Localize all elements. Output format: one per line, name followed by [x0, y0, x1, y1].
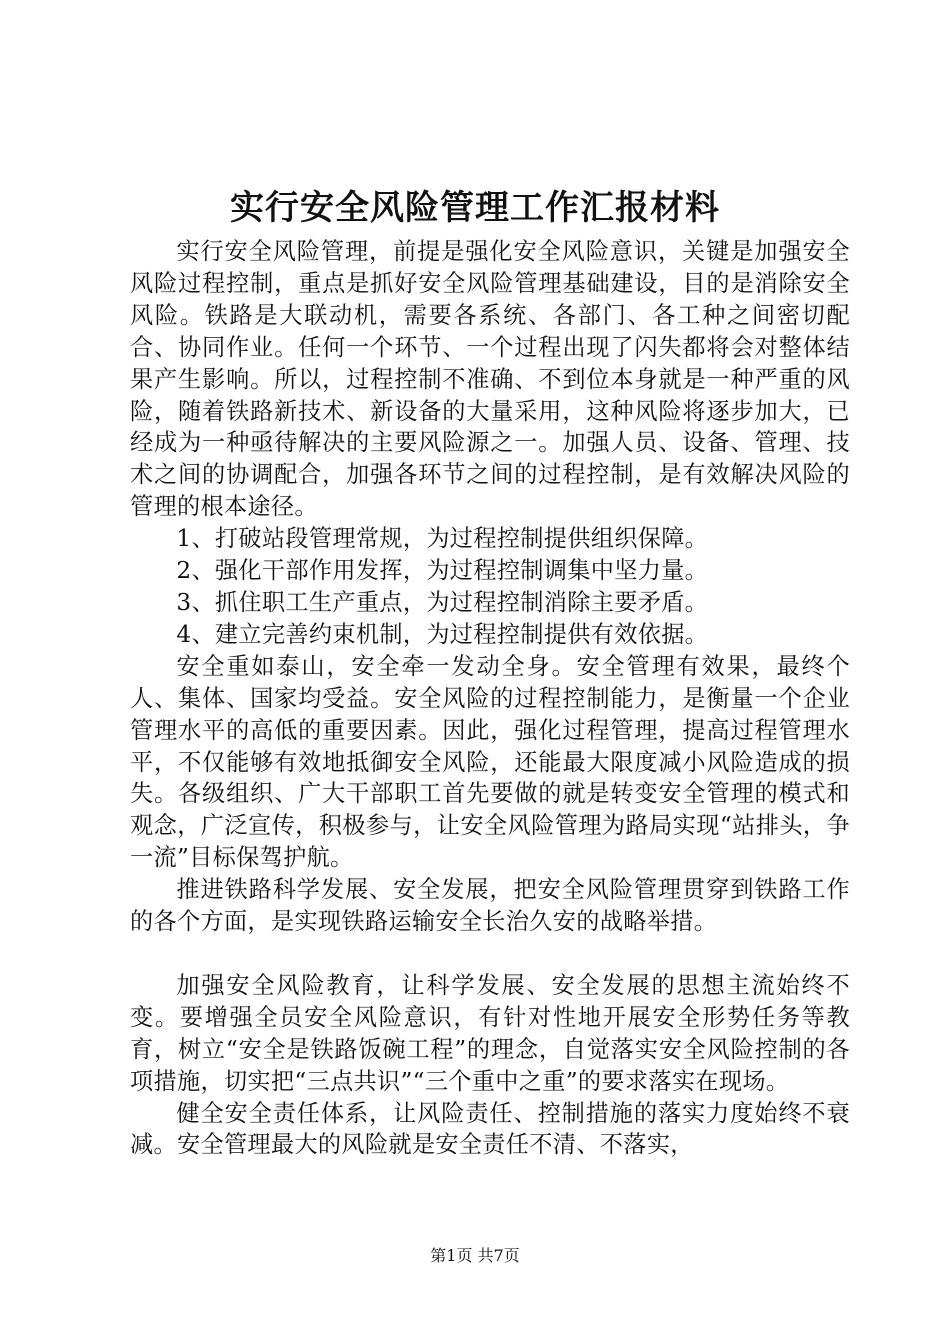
list-item-3: 3、抓住职工生产重点，为过程控制消除主要矛盾。: [176, 588, 709, 616]
paragraph-education: 加强安全风险教育，让科学发展、安全发展的思想主流始终不变。要增强全员安全风险意识，有针对性地开展安全形势任务等教育，树立“安全是铁路饭碗工程”的理念，自觉落实安全风险控制的各项措施，切实把“三点共识”“三个重中之重”的要求落实在现场。: [130, 971, 850, 1095]
document-title: 实行安全风险管理工作汇报材料: [230, 188, 720, 228]
document-body: [130, 236, 850, 1161]
paragraph-development: 推进铁路科学发展、安全发展，把安全风险管理贯穿到铁路工作的各个方面，是实现铁路运输安全长治久安的战略举措。: [130, 876, 850, 936]
paragraph-responsibility: 健全安全责任体系，让风险责任、控制措施的落实力度始终不衰减。安全管理最大的风险就是安全责任不清、不落实，: [130, 1099, 850, 1159]
paragraph-intro: 实行安全风险管理，前提是强化安全风险意识，关键是加强安全风险过程控制，重点是抓好安全风险管理基础建设，目的是消除安全风险。铁路是大联动机，需要各系统、各部门、各工种之间密切配合、协同作业。任何一个环节、一个过程出现了闪失都将会对整体结果产生影响。所以，过程控制不准确、不到位本身就是一种严重的风险，随着铁路新技术、新设备的大量采用，这种风险将逐步加大，已经成为一种亟待解决的主要风险源之一。加强人员、设备、管理、技术之间的协调配合，加强各环节之间的过程控制，是有效解决风险的管理的根本途径。: [130, 238, 850, 521]
list-item-1: 1、打破站段管理常规，为过程控制提供组织保障。: [176, 525, 709, 553]
page-footer: 第1页 共7页: [430, 1246, 520, 1265]
paragraph-safety: 安全重如泰山，安全牵一发动全身。安全管理有效果，最终个人、集体、国家均受益。安全风险的过程控制能力，是衡量一个企业管理水平的高低的重要因素。因此，强化过程管理，提高过程管理水平，不仅能够有效地抵御安全风险，还能最大限度减小风险造成的损失。各级组织、广大干部职工首先要做的就是转变安全管理的模式和观念，广泛宣传，积极参与，让安全风险管理为路局实现“站排头，争一流”目标保驾护航。: [130, 652, 850, 872]
list-item-2: 2、强化干部作用发挥，为过程控制调集中坚力量。: [176, 557, 709, 585]
paragraph-spacer: [130, 938, 850, 970]
list-item-4: 4、建立完善约束机制，为过程控制提供有效依据。: [176, 620, 709, 648]
